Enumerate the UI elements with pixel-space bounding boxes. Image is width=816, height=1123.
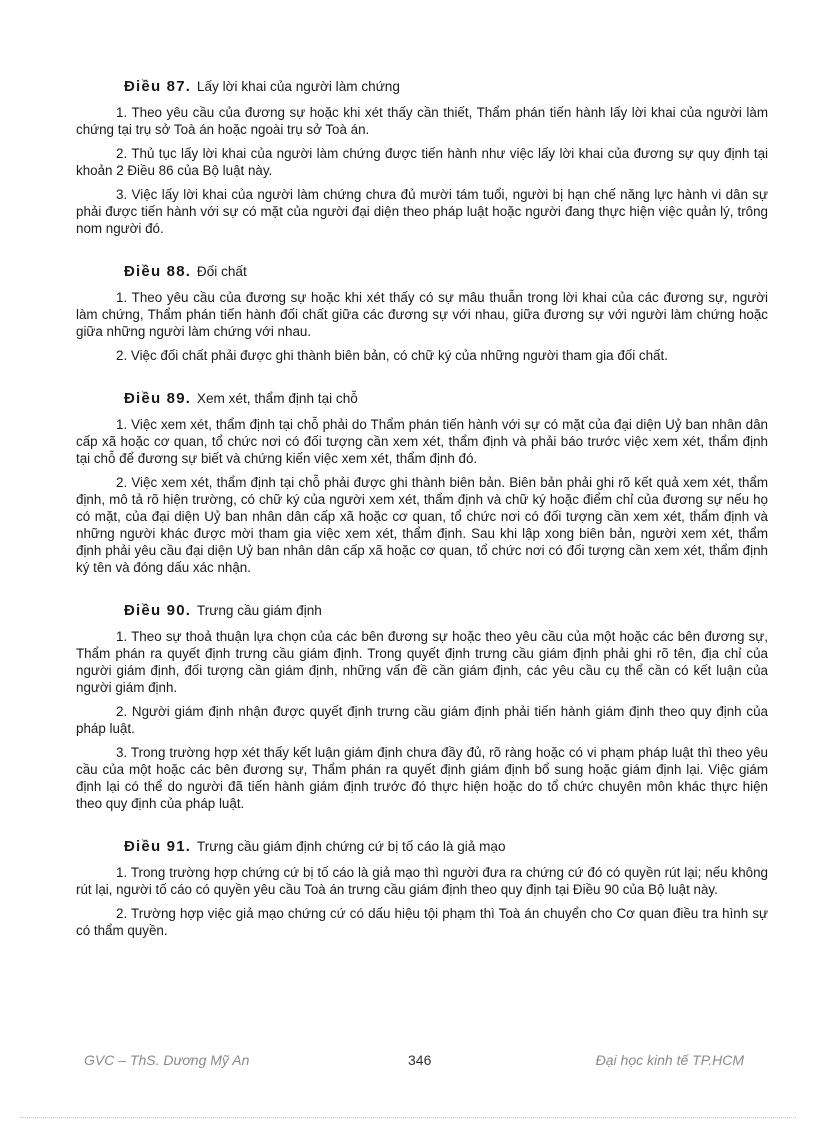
article-number: Điều 87. [124, 78, 192, 95]
paragraph: 2. Việc đối chất phải được ghi thành biên bản, có chữ ký của những người tham gia đối chất. [116, 348, 668, 363]
page-footer [84, 1052, 744, 1072]
article-title: Xem xét, thẩm định tại chỗ [196, 391, 358, 406]
article-number: Điều 90. [124, 602, 192, 619]
article-89 [76, 390, 768, 576]
article-title: Đối chất [196, 264, 247, 279]
page-content [76, 78, 768, 965]
article-number: Điều 89. [124, 390, 192, 407]
article-title: Lấy lời khai của người làm chứng [196, 79, 400, 94]
paragraph: 1. Việc xem xét, thẩm định tại chỗ phải do Thẩm phán tiến hành với sự có mặt của đại diện Uỷ ban nhân dân cấp xã hoặc cơ quan, tổ chức nơi có đối tượng cần xem xét, thẩm định và phải báo trước việc xem xét, thẩm định tại chỗ để đương sự biết và chứng kiến việc xem xét, thẩm định đó. [76, 417, 768, 466]
paragraph: 2. Người giám định nhận được quyết định trưng cầu giám định phải tiến hành giám định theo quy định của pháp luật. [76, 704, 768, 736]
page-number: 346 [408, 1052, 432, 1068]
article-88 [76, 263, 768, 364]
footer-institution: Đại học kinh tế TP.HCM [595, 1052, 744, 1068]
article-87 [76, 78, 768, 237]
paragraph: 2. Việc xem xét, thẩm định tại chỗ phải được ghi thành biên bản. Biên bản phải ghi rõ kết quả xem xét, thẩm định, mô tả rõ hiện trường, có chữ ký của người xem xét, thẩm định và chữ ký hoặc điểm chỉ của đương sự nếu họ có mặt, của đại diện Uỷ ban nhân dân cấp xã hoặc cơ quan, tổ chức nơi có đối tượng cần xem xét, thẩm định và những người khác được mời tham gia việc xem xét, thẩm định. Sau khi lập xong biên bản, người xem xét, thẩm định phải yêu cầu đại diện Uỷ ban nhân dân cấp xã hoặc cơ quan, tổ chức nơi có đối tượng cần xem xét, thẩm định ký tên và đóng dấu xác nhận. [76, 475, 768, 575]
paragraph: 1. Theo sự thoả thuận lựa chọn của các bên đương sự hoặc theo yêu cầu của một hoặc các bên đương sự, Thẩm phán ra quyết định trưng cầu giám định. Trong quyết định trưng cầu giám định phải ghi rõ tên, địa chỉ của người giám định, đối tượng cần giám định, những vấn đề cần giám định, các yêu cầu cụ thể cần có kết luận của người giám định. [76, 629, 768, 695]
article-heading [124, 602, 768, 620]
article-heading [124, 390, 768, 408]
article-heading [124, 78, 768, 96]
article-91 [76, 838, 768, 939]
paragraph: 1. Theo yêu cầu của đương sự hoặc khi xét thấy cần thiết, Thẩm phán tiến hành lấy lời khai của người làm chứng tại trụ sở Toà án hoặc ngoài trụ sở Toà án. [76, 105, 768, 137]
paragraph: 1. Trong trường hợp chứng cứ bị tố cáo là giả mạo thì người đưa ra chứng cứ đó có quyền rút lại; nếu không rút lại, người tố cáo có quyền yêu cầu Toà án trưng cầu giám định theo quy định tại Điều 90 của Bộ luật này. [76, 865, 768, 897]
paragraph: 2. Trường hợp việc giả mạo chứng cứ có dấu hiệu tội phạm thì Toà án chuyển cho Cơ quan điều tra hình sự có thẩm quyền. [76, 906, 768, 938]
paragraph: 3. Việc lấy lời khai của người làm chứng chưa đủ mười tám tuổi, người bị hạn chế năng lực hành vi dân sự phải được tiến hành với sự có mặt của người đại diện theo pháp luật hoặc người đang thực hiện việc quản lý, trông nom người đó. [76, 187, 768, 236]
article-title: Trưng cầu giám định [196, 603, 322, 618]
article-heading [124, 263, 768, 281]
paragraph: 2. Thủ tục lấy lời khai của người làm chứng được tiến hành như việc lấy lời khai của đương sự quy định tại khoản 2 Điều 86 của Bộ luật này. [76, 146, 768, 178]
article-number: Điều 91. [124, 838, 192, 855]
article-heading [124, 838, 768, 856]
page-bottom-divider [20, 1117, 796, 1118]
article-90 [76, 602, 768, 812]
paragraph: 3. Trong trường hợp xét thấy kết luận giám định chưa đầy đủ, rõ ràng hoặc có vi phạm pháp luật thì theo yêu cầu của một hoặc các bên đương sự, Thẩm phán ra quyết định giám định bổ sung hoặc giám định lại. Việc giám định lại có thể do người đã tiến hành giám định trước đó thực hiện hoặc do tổ chức chuyên môn khác thực hiện theo quy định của pháp luật. [76, 745, 768, 811]
article-number: Điều 88. [124, 263, 192, 280]
paragraph: 1. Theo yêu cầu của đương sự hoặc khi xét thấy có sự mâu thuẫn trong lời khai của các đương sự, người làm chứng, Thẩm phán tiến hành đối chất giữa các đương sự với nhau, giữa đương sự với người làm chứng hoặc giữa những người làm chứng với nhau. [76, 290, 768, 339]
footer-author: GVC – ThS. Dương Mỹ An [84, 1052, 250, 1068]
article-title: Trưng cầu giám định chứng cứ bị tố cáo là giả mạo [196, 839, 506, 854]
